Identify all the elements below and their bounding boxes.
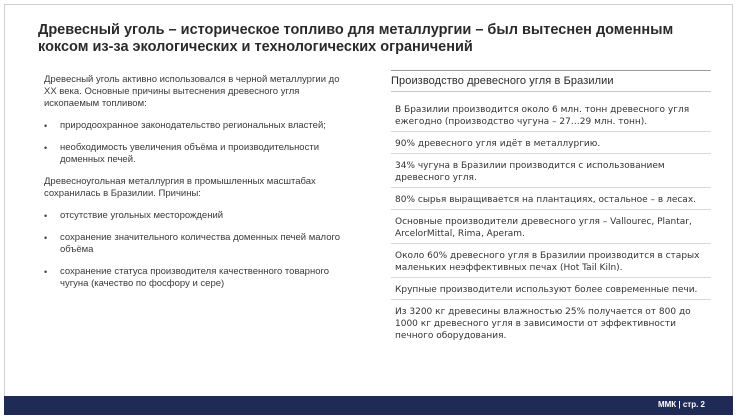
bullet-icon: • [44,211,48,221]
brazil-reasons-list [44,210,344,290]
footer-bar [4,396,733,415]
list-item-text: необходимость увеличения объёма и производительности доменных печей. [60,142,320,165]
bullet-icon: • [44,143,48,153]
right-column [391,70,711,351]
list-item [44,232,344,256]
fact-item: Около 60% древесного угля в Бразилии производится в старых маленьких неэффективных печах (Hot Tail Kiln). [391,250,711,278]
brazil-production-heading: Производство древесного угля в Бразилии [391,70,711,92]
bullet-icon: • [44,121,48,131]
fact-item: Крупные производители используют более современные печи. [391,284,711,300]
slide-title: Древесный уголь – историческое топливо для металлургии – был вытеснен доменным коксом из-за экологических и технологических ограничений [38,22,674,55]
bullet-icon: • [44,267,48,277]
brazil-intro-paragraph: Древесноугольная металлургия в промышленных масштабах сохранилась в Бразилии. Причины: [44,176,316,199]
list-item-text: сохранение значительного количества доменных печей малого объёма [60,232,341,255]
page-number [658,400,705,409]
left-column [44,74,344,300]
list-item-text: природоохранное законодательство региональных властей; [60,120,326,131]
list-item [44,266,344,290]
list-item [44,120,344,132]
page-label: | стр. 2 [678,400,705,409]
fact-item: 80% сырья выращивается на плантациях, остальное – в лесах. [391,194,711,210]
reasons-list [44,120,344,166]
fact-item: 34% чугуна в Бразилии производится с использованием древесного угля. [391,160,711,188]
company-logo: ММК [657,400,677,409]
fact-item: Основные производители древесного угля – Vallourec, Plantar, ArcelorMittal, Rima, Aperam. [391,216,711,244]
bullet-icon: • [44,233,48,243]
fact-item: В Бразилии производится около 6 млн. тонн древесного угля ежегодно (производство чугуна – 27…29 млн. тонн). [391,104,711,132]
fact-item: Из 3200 кг древесины влажностью 25% получается от 800 до 1000 кг древесного угля в зависимости от эффективности печного оборудования. [395,307,691,341]
fact-item: 90% древесного угля идёт в металлургию. [391,138,711,154]
list-item [44,142,344,166]
list-item-text: отсутствие угольных месторождений [60,210,224,221]
list-item [44,210,344,222]
intro-paragraph: Древесный уголь активно использовался в черной металлургии до XX века. Основные причины вытеснения древесного угля ископаемым топливом: [44,74,340,109]
list-item-text: сохранение статуса производителя качественного товарного чугуна (качество по фосфору и сере) [60,266,330,289]
